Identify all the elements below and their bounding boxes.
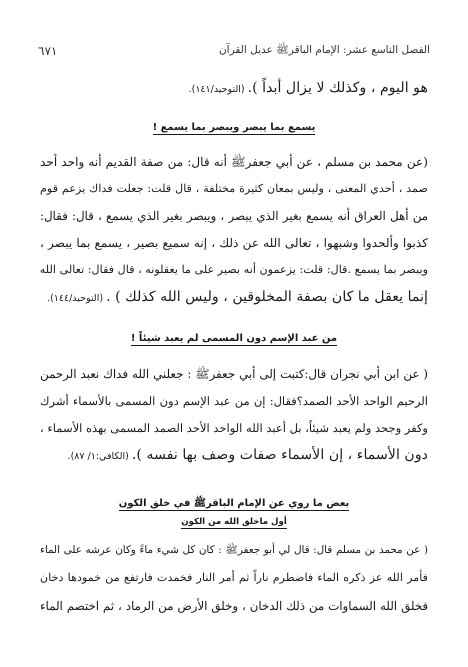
text-line: ( عن ابن أبي نجران قال:كتبت إلى أبي جعفرﷺ : جعلني الله فداك نعبد الرحمن <box>40 367 428 381</box>
text-line: دون الأسماء ، إن الأسماء صفات وصف بها نفسه ). (الكافي:١/ ٨٧). <box>67 447 428 463</box>
section-subheading: أول ماخلق الله من الكون <box>181 517 287 527</box>
text-line: وكفر وجحد ولم يعبد شيئاً، بل أعبد الله الواحد الأحد الصمد المسمى بهذه الأسماء ، <box>40 421 428 435</box>
chapter-title: الفصل التاسع عشر: الإمام الباقرﷺ عديل القرآن <box>218 43 430 56</box>
page-number: ٦٧١ <box>38 44 58 58</box>
text-line: (عن محمد بن مسلم ، عن أبي جعفرﷺ أنه قال: من صفة القديم أنه واحد أحد <box>40 155 428 169</box>
text-line: فخلق الله السماوات من ذلك الدخان ، وخلق الأرض من الرماد ، ثم اختصم الماء <box>40 599 428 613</box>
text-line: الرحيم الواحد الأحد الصمد؟فقال: إن من عبد الإسم دون المسمى بالأسماء أشرك <box>40 394 428 408</box>
text-line: ( عن محمد بن مسلم قال: قال لي أبو جعفرﷺ : كان كل شيء ماءً وكان عرشه على الماء <box>40 544 428 556</box>
running-header <box>38 43 430 59</box>
text-line: فأمر الله عز ذكره الماء فاضطرم ناراً ثم أمر النار فخمدت فارتفع من خمودها دخان <box>40 571 428 584</box>
text-line: ويبصر بما يسمع .قال: قلت: يزعمون أنه بصير على ما يعقلونه ، قال فقال: تعالى الله <box>39 263 428 276</box>
text-line: هو اليوم ، وكذلك لا يزال أبداً ). (التوحيد/١٤١). <box>188 80 428 96</box>
text-line: كذبوا وألحدوا وشبهوا ، تعالى الله عن ذلك ، إنه سميع بصير ، يسمع بما يبصر ، <box>40 236 428 250</box>
source-reference: (الكافي:١/ ٨٧). <box>67 451 132 462</box>
text-line: صمد ، أحدي المعنى ، وليس بمعان كثيرة مختلفة ، قال قلت: جعلت فداك يزعم قوم <box>40 182 428 195</box>
source-reference: (التوحيد/١٤٤). <box>47 293 107 304</box>
text-line: من أهل العراق أنه يسمع بغير الذي يبصر ، ويبصر بغير الذي يسمع ، قال: فقال: <box>40 209 428 223</box>
section-heading: يسمع بما يبصر ويبصر بما يسمع ! <box>152 122 316 133</box>
section-heading: من عبد الإسم دون المسمى لم يعبد شيئاً ! <box>130 333 338 344</box>
section-heading: بعض ما روي عن الإمام الباقرﷺ في خلق الكون <box>118 498 350 509</box>
source-reference: (التوحيد/١٤١). <box>188 84 248 95</box>
text-line: إنما يعقل ما كان بصفة المخلوقين ، وليس الله كذلك ) . (التوحيد/١٤٤). <box>47 289 428 305</box>
